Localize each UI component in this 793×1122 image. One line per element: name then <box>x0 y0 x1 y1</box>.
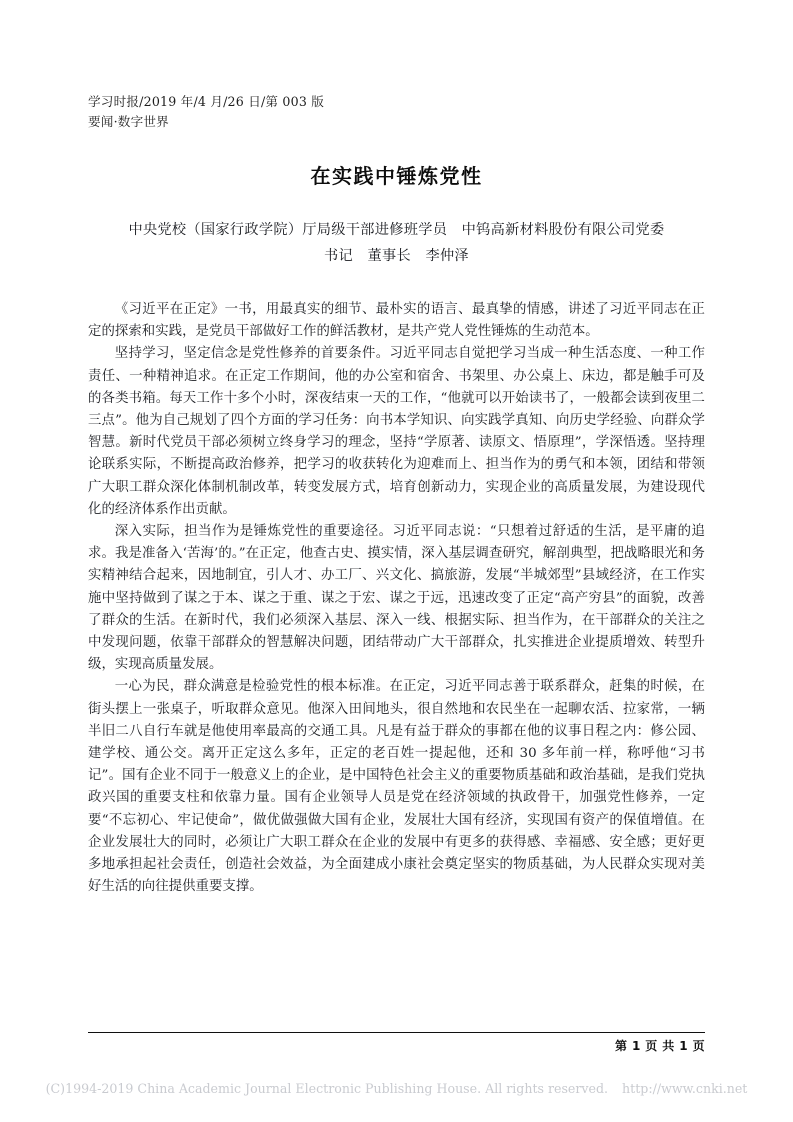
byline-author: 书记 董事长 李仲泽 <box>324 248 469 264</box>
copyright-watermark <box>0 1081 793 1096</box>
masthead-section-line: 要闻·数字世界 <box>88 114 169 129</box>
article-paragraph: 深入实际，担当作为是锤炼党性的重要途径。习近平同志说：“只想着过舒适的生活，是平庸的追求。我是准备入‘苦海’的。”在正定，他查古史、摸实情，深入基层调查研究，解剖典型，把战略眼光和务实精神结合起来，因地制宜，引人才、办工厂、兴文化、搞旅游，发展“半城郊型”县域经济，在工作实施中坚持做到了谋之于本、谋之于重、谋之于宏、谋之于远，迅速改变了正定“高产穷县”的面貌，改善了群众的生活。在新时代，我们必须深入基层、深入一线、根据实际、担当作为，在干部群众的关注之中发现问题，依靠干部群众的智慧解决问题，团结带动广大干部群众，扎实推进企业提质增效、转型升级，实现高质量发展。 <box>88 524 705 673</box>
page-number: 第 1 页 共 1 页 <box>615 1039 705 1053</box>
article-paragraph: 《习近平在正定》一书，用最真实的细节、最朴实的语言、最真挚的情感，讲述了习近平同志在正定的探索和实践，是党员干部做好工作的鲜活教材，是共产党人党性锤炼的生动范本。 <box>88 302 705 340</box>
document-content-column <box>88 0 705 898</box>
article-body <box>88 299 705 898</box>
article-paragraph: 坚持学习，坚定信念是党性修养的首要条件。习近平同志自觉把学习当成一种生活态度、一种工作责任、一种精神追求。在正定工作期间，他的办公室和宿舍、书架里、办公桌上、床边，都是触手可及的各类书箱。每天工作十多个小时，深夜结束一天的工作，“他就可以开始读书了，一般都会读到夜里二三点”。他为自己规划了四个方面的学习任务：向书本学知识、向实践学真知、向历史学经验、向群众学智慧。新时代党员干部必须树立终身学习的理念，坚持“学原著、读原文、悟原理”，学深悟透。坚持理论联系实际，不断提高政治修养，把学习的收获转化为迎难而上、担当作为的勇气和本领，团结和带领广大职工群众深化体制机制改革，转变发展方式，培育创新动力，实现企业的高质量发展，为建设现代化的经济体系作出贡献。 <box>88 346 705 517</box>
footer-divider <box>88 1032 705 1033</box>
masthead <box>88 92 705 132</box>
byline <box>88 217 705 269</box>
copyright-text: (C)1994-2019 China Academic Journal Electronic Publishing House. All rights reserved. <box>45 1081 609 1096</box>
byline-affiliation: 中央党校（国家行政学院）厅局级干部进修班学员 中钨高新材料股份有限公司党委 <box>128 222 665 238</box>
masthead-source-line: 学习时报/2019 年/4 月/26 日/第 003 版 <box>88 94 325 109</box>
article-paragraph: 一心为民，群众满意是检验党性的根本标准。在正定，习近平同志善于联系群众，赶集的时候，在街头摆上一张桌子，听取群众意见。他深入田间地头，很自然地和农民坐在一起聊农活、拉家常，一辆半旧二八自行车就是他使用率最高的交通工具。凡是有益于群众的事都在他的议事日程之内：修公园、建学校、通公交。离开正定这么多年，正定的老百姓一提起他，还和 30 多年前一样，称呼他“习书记”。国有企业不同于一般意义上的企业，是中国特色社会主义的重要物质基础和政治基础，是我们党执政兴国的重要支柱和依靠力量。国有企业领导人员是党在经济领域的执政骨干，加强党性修养，一定要“不忘初心、牢记使命”，做优做强做大国有企业，发展壮大国有经济，实现国有资产的保值增值。在企业发展壮大的同时，必须让广大职工群众在企业的发展中有更多的获得感、幸福感、安全感；更好更多地承担起社会责任，创造社会效益，为全面建成小康社会奠定坚实的物质基础，为人民群众实现对美好生活的向往提供重要支撑。 <box>88 679 705 895</box>
copyright-url: http://www.cnki.net <box>622 1081 748 1096</box>
page-title: 在实践中锤炼党性 <box>310 164 483 188</box>
page-footer <box>88 1032 705 1054</box>
